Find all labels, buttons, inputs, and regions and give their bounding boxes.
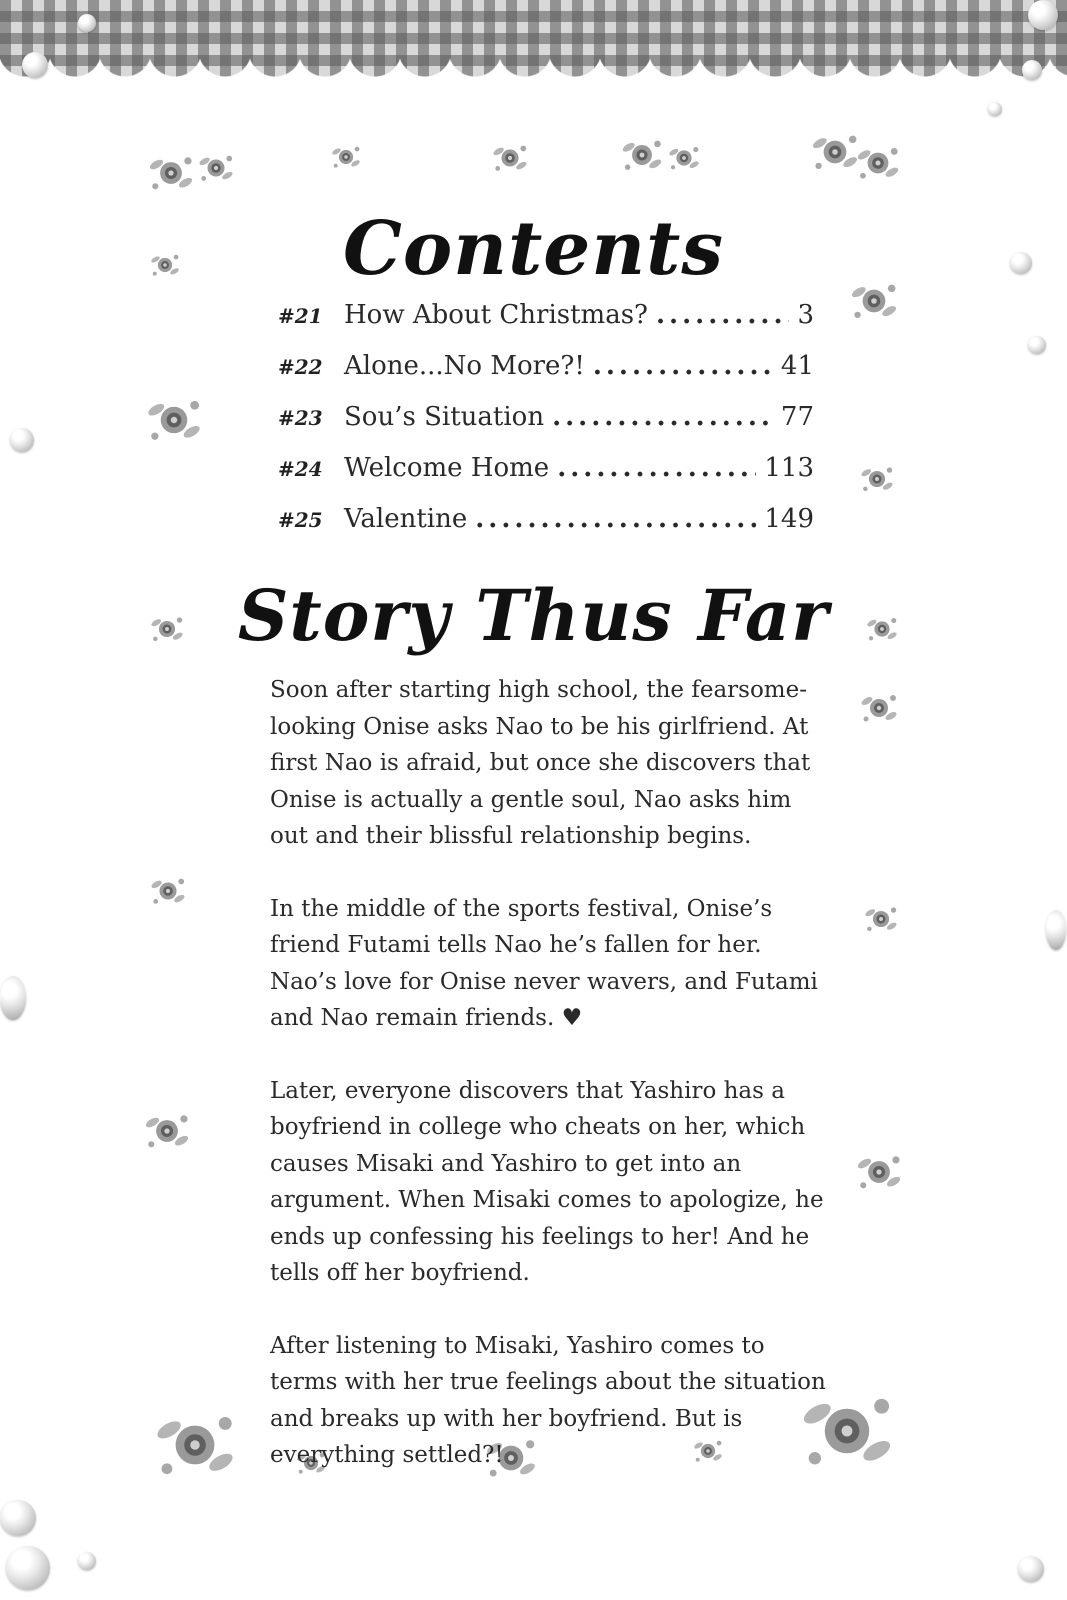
pearl-decoration bbox=[22, 52, 48, 78]
chapter-title: Welcome Home bbox=[344, 453, 550, 483]
leader-dots bbox=[593, 351, 773, 381]
flower-decoration-icon bbox=[810, 128, 860, 176]
flower-decoration-icon bbox=[490, 140, 530, 176]
pearl-decoration bbox=[0, 1500, 36, 1536]
pearl-decoration bbox=[1018, 1556, 1044, 1582]
flower-decoration-icon bbox=[144, 1064, 190, 1198]
pearl-decoration bbox=[10, 428, 34, 452]
chapter-title: Sou’s Situation bbox=[344, 402, 545, 432]
chapter-page: 77 bbox=[780, 402, 814, 432]
flower-decoration-icon bbox=[856, 138, 900, 188]
pearl-decoration bbox=[1046, 910, 1066, 950]
pearl-decoration bbox=[6, 1546, 50, 1590]
leader-dots bbox=[475, 504, 756, 534]
pearl-decoration bbox=[0, 976, 26, 1020]
chapter-number: #22 bbox=[278, 355, 323, 379]
story-paragraph: In the middle of the sports festival, Onise’s friend Futami tells Nao he’s fallen for her. Nao’s love for Onise never wavers, and Futami and Nao remain friends. ♥ bbox=[270, 895, 818, 1031]
leader-dots bbox=[656, 300, 789, 330]
pearl-decoration bbox=[78, 14, 96, 32]
toc-entry bbox=[278, 351, 814, 402]
chapter-number: #24 bbox=[278, 457, 323, 481]
flower-decoration-icon bbox=[864, 902, 898, 936]
chapter-number: #23 bbox=[278, 406, 323, 430]
flower-decoration-icon bbox=[668, 142, 700, 174]
flower-decoration-icon bbox=[146, 384, 202, 456]
toc-entry bbox=[278, 504, 814, 555]
leader-dots bbox=[557, 453, 756, 483]
gingham-border bbox=[0, 0, 1067, 82]
chapter-page: 113 bbox=[764, 453, 814, 483]
flower-decoration-icon bbox=[856, 1104, 902, 1240]
flower-decoration-icon bbox=[330, 142, 362, 172]
story-paragraph: Soon after starting high school, the fearsome-looking Onise asks Nao to be his girlfriend. At first Nao is afraid, but once she discovers that Onise is actually a gentle soul, Nao asks him out and their blissful relationship begins. bbox=[270, 677, 811, 849]
chapter-title: Alone...No More?! bbox=[344, 351, 585, 381]
contents-heading: Contents bbox=[343, 206, 724, 292]
pearl-decoration bbox=[78, 1552, 96, 1570]
flower-decoration-icon bbox=[620, 134, 664, 176]
chapter-number: #25 bbox=[278, 508, 323, 532]
pearl-decoration bbox=[988, 102, 1002, 116]
chapter-page: 41 bbox=[780, 351, 814, 381]
flower-decoration-icon bbox=[860, 662, 898, 754]
flower-decoration-icon bbox=[150, 1404, 240, 1486]
flower-decoration-icon bbox=[194, 150, 238, 186]
chapter-page: 149 bbox=[764, 504, 814, 534]
toc-entry bbox=[278, 402, 814, 453]
pearl-decoration bbox=[1022, 60, 1042, 80]
flower-decoration-icon bbox=[860, 462, 894, 496]
story-summary bbox=[270, 672, 830, 1510]
leader-dots bbox=[552, 402, 773, 432]
chapter-page: 3 bbox=[797, 300, 814, 330]
flower-decoration-icon bbox=[148, 150, 194, 196]
chapter-number: #21 bbox=[278, 304, 323, 328]
toc-entry bbox=[278, 300, 814, 351]
pearl-decoration bbox=[1028, 0, 1058, 30]
toc-entry bbox=[278, 453, 814, 504]
story-paragraph: Later, everyone discovers that Yashiro has a boyfriend in college who cheats on her, which causes Misaki and Yashiro to get into an argument. When Misaki comes to apologize, he ends up confessing his feelings to her! And he tells off her boyfriend. bbox=[270, 1077, 824, 1286]
table-of-contents bbox=[278, 300, 814, 555]
chapter-title: Valentine bbox=[344, 504, 468, 534]
story-paragraph: After listening to Misaki, Yashiro comes to terms with her true feelings about the situation and breaks up with her boyfriend. But is everything settled?! bbox=[270, 1332, 826, 1468]
flower-decoration-icon bbox=[150, 846, 186, 936]
story-heading: Story Thus Far bbox=[237, 574, 830, 657]
chapter-title: How About Christmas? bbox=[344, 300, 648, 330]
pearl-decoration bbox=[1028, 336, 1046, 354]
